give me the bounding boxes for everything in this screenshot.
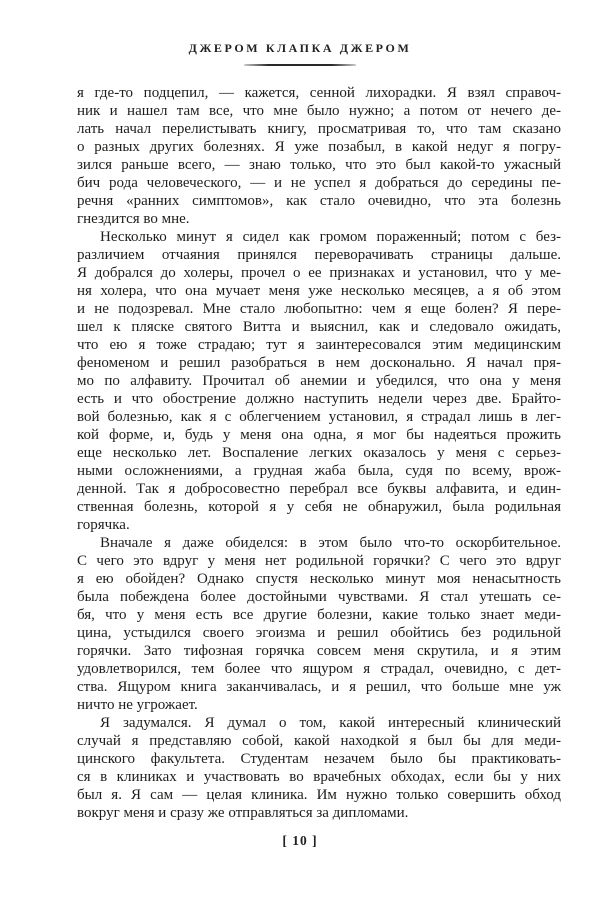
text-line: Вначале я даже обиделся: в этом было что-то оскорбительное. xyxy=(100,535,561,551)
text-line: бич рода человеческого, — и не успел я добраться до середины пе- xyxy=(77,175,561,191)
text-line: Я задумался. Я думал о том, какой интересный клинический xyxy=(100,715,561,731)
text-line: вокруг меня и сразу же отправляться за дипломами. xyxy=(77,805,409,821)
text-line: еще несколько лет. Воспаление легких оказалось у меня с серьез- xyxy=(77,445,561,461)
text-line: бя, что у меня есть все другие болезни, какие только знает меди- xyxy=(77,607,561,623)
text-line: различием отчаяния принялся переворачивать страницы дальше. xyxy=(77,247,561,263)
text-line: мо по алфавиту. Прочитал об анемии и убедился, что она у меня xyxy=(77,373,561,389)
text-line: о разных других болезнях. Я уже позабыл, в какой недуг я погру- xyxy=(77,139,561,155)
paragraph xyxy=(77,84,561,228)
text-line: я ею обойден? Однако спустя несколько минут моя ненасытность xyxy=(77,571,561,587)
text-line: горячки. Зато тифозная горячка совсем меня скрутила, и я этим xyxy=(77,643,561,659)
text-line: зился раньше всего, — знаю только, что это был какой-то ужасный xyxy=(77,157,561,173)
text-column xyxy=(77,84,561,822)
text-line: гнездится во мне. xyxy=(77,211,190,227)
text-line: горячка. xyxy=(77,517,130,533)
text-line: Я добрался до холеры, прочел о ее признаках и установил, что у ме- xyxy=(77,265,561,281)
text-line: феноменом и решил разобраться в нем досконально. Я начал пря- xyxy=(77,355,561,371)
text-line: ственная болезнь, которой я у себя не обнаружил, была родильная xyxy=(77,499,561,515)
text-line: была побеждена более достойными чувствами. Я стал утешать се- xyxy=(77,589,561,605)
page-number: [ 10 ] xyxy=(282,833,318,848)
text-line: есть и что обострение должно наступить недели через две. Брайто- xyxy=(77,391,561,407)
text-line: цинского факультета. Студентам незачем было бы практиковать- xyxy=(77,751,561,767)
text-line: ства. Ящуром книга заканчивалась, и я решил, что больше мне уж xyxy=(77,679,561,695)
text-line: ня холера, что она мучает меня уже несколько месяцев, а я об этом xyxy=(77,283,561,299)
paragraph xyxy=(77,228,561,534)
text-line: случай я представляю собой, какой находкой я был бы для меди- xyxy=(77,733,561,749)
paragraph xyxy=(77,534,561,714)
text-line: кой форме, и, будь у меня она одна, я мог бы надеяться прожить xyxy=(77,427,561,443)
text-line: я где-то подцепил, — кажется, сенной лихорадки. Я взял справоч- xyxy=(77,85,561,101)
running-header: ДЖЕРОМ КЛАПКА ДЖЕРОМ xyxy=(188,41,412,55)
header-rule-divider xyxy=(244,64,356,66)
text-line: С чего это вдруг у меня нет родильной горячки? С чего это вдруг xyxy=(77,553,561,569)
text-line: ся в клиниках и участвовать во врачебных обходах, если бы у них xyxy=(77,769,561,785)
paragraph xyxy=(77,714,561,822)
text-line: вой болезнью, как я с облегчением установил, я страдал лишь в лег- xyxy=(77,409,561,425)
text-line: ник и нашел там все, что мне было нужно; а потом от нечего де- xyxy=(77,103,561,119)
text-line: ничто не угрожает. xyxy=(77,697,198,713)
text-line: удовлетворился, тем более что ящуром я страдал, очевидно, с дет- xyxy=(77,661,561,677)
text-line: и не подозревал. Мне стало любопытно: чем я еще болен? Я пере- xyxy=(77,301,561,317)
text-line: лать начал перелистывать книгу, просматривая то, что там сказано xyxy=(77,121,561,137)
text-line: шел к пляске святого Витта и выяснил, как и следовало ожидать, xyxy=(77,319,561,335)
text-line: Несколько минут я сидел как громом пораженный; потом с без- xyxy=(100,229,561,245)
text-line: ными осложнениями, а грудная жаба была, судя по всему, врож- xyxy=(77,463,561,479)
text-line: речня «ранних симптомов», как стало очевидно, что эта болезнь xyxy=(77,193,561,209)
text-line: денной. Так я добросовестно перебрал все буквы алфавита, и един- xyxy=(77,481,561,497)
text-line: что ею я тоже страдаю; тут я заинтересовался этим медицинским xyxy=(77,337,561,353)
text-line: цина, устыдился своего эгоизма и решил обойтись без родильной xyxy=(77,625,561,641)
text-line: был я. Я сам — целая клиника. Им нужно только совершить обход xyxy=(77,787,561,803)
